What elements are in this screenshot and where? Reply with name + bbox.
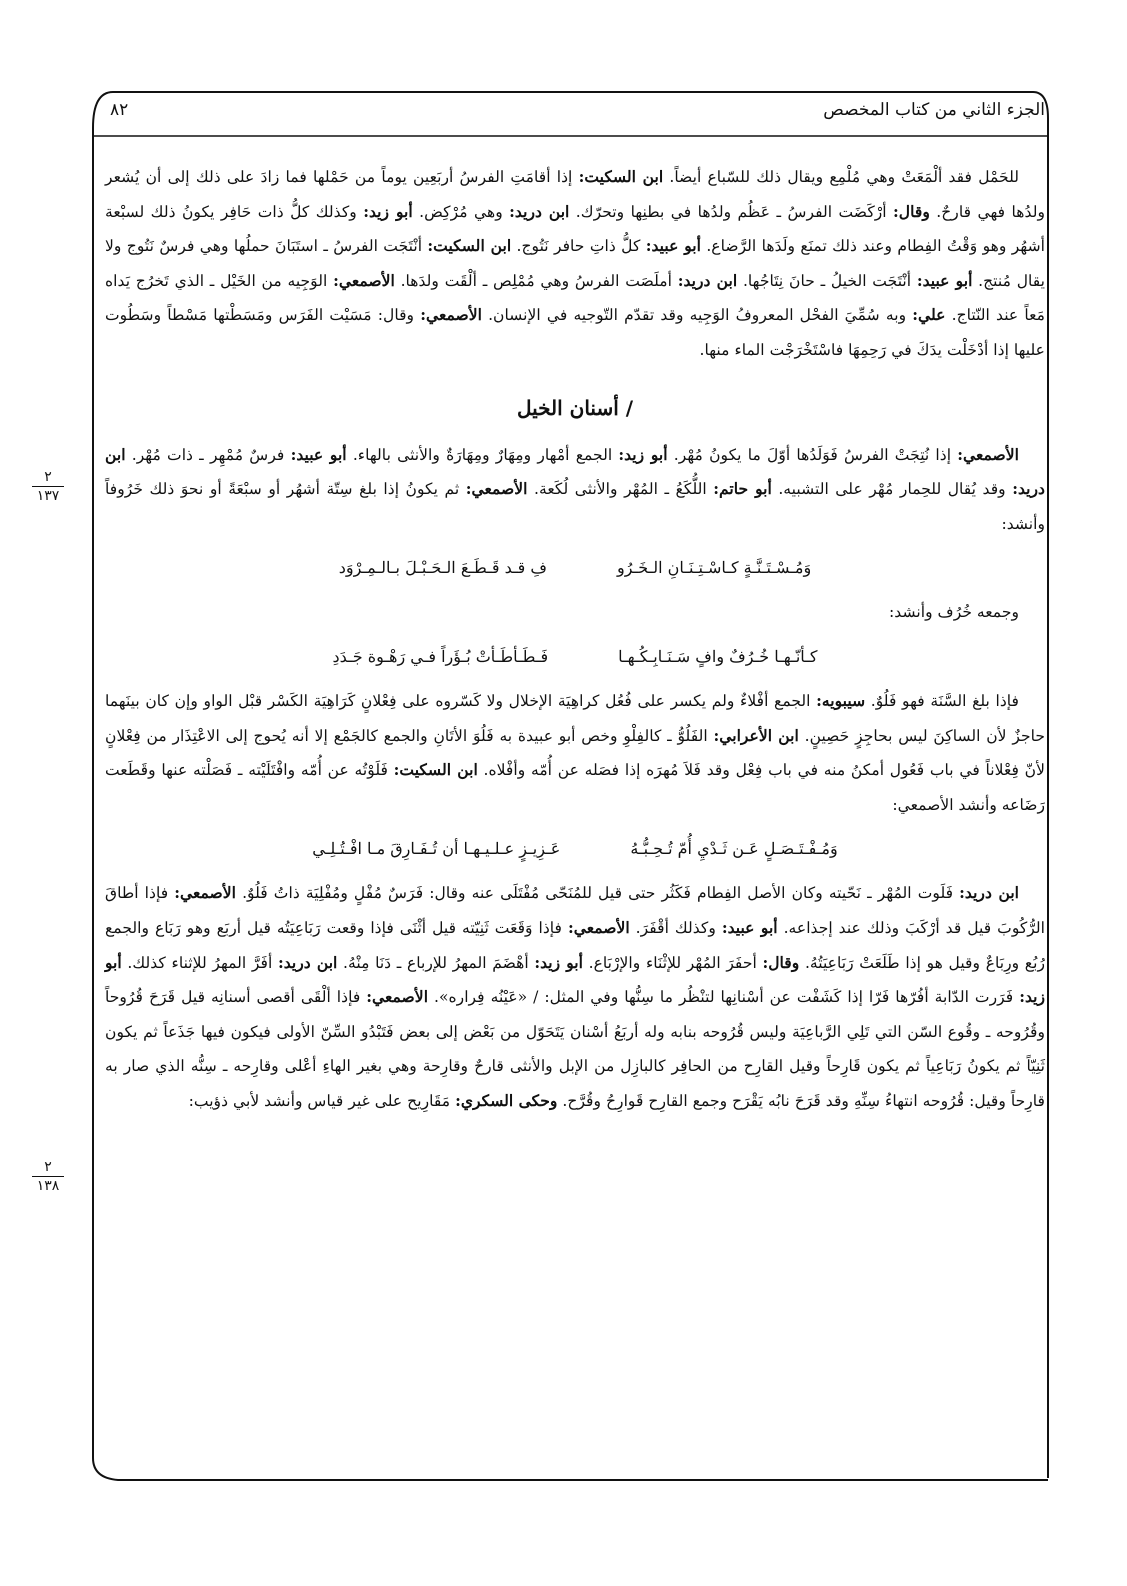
speaker-name: علي: (912, 305, 946, 325)
speaker-name: الأصمعي: (366, 987, 429, 1007)
speaker-name: الأصمعي: (465, 479, 528, 499)
speaker-name: أبو عبيد: (916, 270, 973, 290)
speaker-name: الأصمعي: (333, 270, 395, 290)
paragraph (105, 876, 1045, 1118)
text-segment: الجمع أفْلاءٌ ولم يكسر على فُعُل كراهِيَة الإخلال ولا كَسّروه على فِعْلانٍ كَرَاهِيَة الكَسْر قبْل الواو وإن كان بينَهما حاجزٌ لأن الساكِنَ ليس بحاجِزٍ حَصِينٍ. (105, 691, 1045, 745)
margin-reference-rule (32, 1176, 64, 1177)
speaker-name: ابن السكيت: (427, 236, 512, 256)
text-segment: أفَرَّ المهرُ للإثناء كذلك. (121, 953, 278, 972)
verse-second-half: فَـطَـأطَـأتْ بُـؤَراً فـي رَهْـوة جَـدَدِ (332, 646, 549, 666)
margin-reference-volume: ٢ (44, 469, 52, 485)
speaker-name: الأصمعي: (567, 917, 630, 937)
speaker-name: ابن دريد: (959, 883, 1019, 903)
speaker-name: أبو زيد: (363, 201, 413, 221)
text-segment: وبه سُمِّيَ الفحْل المعروفُ الوَجِيه وقد تقدّم التّوجيه في الإنسان. (481, 306, 913, 325)
text-segment: الجمع أمْهار ومِهَارٌ ومِهَارَةٌ والأنثى بالهاء. (346, 445, 619, 464)
text-segment: أنْتَجَت الخيلُ ـ حانَ نِتَاجُها. (737, 271, 917, 290)
paragraph (105, 684, 1045, 822)
speaker-name: وحكى السكري: (455, 1090, 558, 1110)
text-segment: أرْكَضَت الفرسُ ـ عَظُم ولدُها في بطنِها وتحرّك. (569, 202, 894, 221)
speaker-name: ابن دريد: (277, 952, 338, 972)
verse-second-half: فِ قـد قَـطَـعَ الـحَـبْـلَ بـالـمِـرْوَد (338, 558, 547, 578)
text-segment: فإذا ألْقَى أقصى أسنانِه قيل قَرَحَ قُرُوحاً وقُرُوحه ـ وقُوع السّن التي تَلِي الرَّباعِيَة وليس قُرُوحه بنابه وله أربَعُ أسْنان يَتَحَوّل من بَعْض إلى بعض فَتَبْدُو السِّنّ الأولى فيكون فيها جَذَعاً ثم يكون ثَنِيّاً ثم يكونُ رَبَاعِياً ثم يكون قَارِحاً وقيل القارِح من الحافِر كالبازِل من الإبل والأنثى قارحٌ وقارِحة وهي بغير الهاءِ أعْلى وقارِحه ـ سِنُّه الذي صار به قارِحاً وقيل: قُرُوحه انتهاءُ سِنِّهِ وقد قَرَحَ نابُه يَقْرَح وجمع القارِح قَوارِحُ وقُرَّح. (105, 988, 1045, 1110)
text-segment: فَرَرت الدّابة أفُرّها فَرّا إذا كَشَفْت عن أسْنانِها لتنْظُر ما سِنُّها وفي المثل: / «عَيْنُه فِراره». (428, 988, 1020, 1007)
text-segment: وكذلك كلُّ ذات حَافِر يكونُ ذلك لسبْعة أشهُر وهو وَقْتُ الفِطام وعند ذلك تمنَع ولَدَها الرَّضاع. (105, 202, 1045, 256)
text-segment: وهي مُرْكِض. (412, 202, 510, 221)
verse (105, 545, 1045, 591)
text-segment: فَلَوت المُهْر ـ نَحّيته وكان الأصل الفِطام فَكَثُر حتى قيل للمُنَحّى مُفْتَلَى عنه وقال: فَرَسٌ مُفْلٍ ومُفْلِيَة ذاتُ فَلُوٌ. (236, 884, 960, 903)
text-segment: فإذا وَقَعَت ثَنِيّته قيل أثْنَى فإذا وقعت رَبَاعِيَتُه قيل أربَع وهو رَبَاع والجمع رُبُع ورِبَاعٌ وقيل هو إذا طَلَعَتْ رَبَاعِيَتُهُ. (105, 918, 1045, 972)
text-segment: مَقَارِيح على غير قياس وأنشد لأبي ذؤيب: (188, 1091, 456, 1110)
speaker-name: سيبويه: (816, 690, 866, 710)
paragraph (105, 160, 1045, 368)
verse-first-half: وَمُـفْـتَـصَـلٍ عَـن ثَـدْيِ أُمّ تُـحِـبُّـهُ (630, 839, 838, 859)
speaker-name: ابن الأعرابي: (713, 725, 799, 745)
text-segment: فَلَوْتُه عن أُمّه وافْتَلَيْته ـ فَصَلْته عنها وقَطَعت رَضَاعه وأنشد الأصمعي: (105, 761, 1045, 814)
margin-reference-page: ١٣٧ (36, 488, 60, 504)
margin-reference-volume: ٢ (44, 1159, 52, 1175)
text-segment: الوَجِيه من الخَيْل ـ الذي تَخرُج يَداه مَعاً عند النّتاج. (105, 271, 1045, 325)
text-segment: الفَلُوُّ ـ كالفِلْوِ وخص أبو عبيدة به فَلُوَ الأتَانِ والجمع كالجَمْع إلا أنه يُحوج إلى الاعْتِذَار من فِعْلانٍ لأنّ فِعْلاناً في باب فَعُول أمكنُ منه في باب فِعْل وقد فَلاَ مُهرَه إذا فصَله عن أُمّه وأفْلاه. (105, 726, 1045, 780)
speaker-name: أبو حاتم: (713, 479, 772, 499)
section-heading: / أسنان الخيل (516, 395, 634, 420)
speaker-name: أبو عبيد: (290, 444, 347, 464)
speaker-name: أبو زيد: (105, 952, 1045, 1007)
running-title: الجزء الثاني من كتاب المخصص (823, 100, 1045, 120)
text-line: وجمعه خُرُف وأنشد: (889, 603, 1019, 622)
margin-reference-rule (32, 486, 64, 487)
page-header (110, 92, 1045, 132)
speaker-name: أبو عبيد: (645, 236, 701, 256)
text-segment: وكذلك أقْفَرَ. (629, 918, 722, 937)
text-segment: أنْتَجَت الفرسُ ـ استَبَانَ حملُها وهي فرسٌ نَتُوج ولا يقال مُنتج. (105, 237, 1045, 290)
text-segment: أهْضَمَ المهرُ للإرباع ـ دَنَا مِنْهُ. (337, 953, 535, 972)
speaker-name: الأصمعي: (174, 883, 237, 903)
text-segment: اللُّكَعُ ـ المُهْر والأنثى لُكَعة. (527, 480, 714, 499)
speaker-name: الأصمعي: (957, 444, 1019, 464)
verse-first-half: وَمُـسْـتَـنَّـةٍ كـاسْـتِـنَـانِ الـخَـرُو (616, 558, 812, 578)
text-segment: إذا نُتِجَتْ الفرسُ فَوَلَدُها أوّلَ ما يكونُ مُهْر. (667, 445, 958, 464)
speaker-name: وقال: (762, 952, 800, 972)
verse (105, 634, 1045, 680)
speaker-name: ابن دريد: (509, 201, 570, 221)
speaker-name: وقال: (893, 201, 930, 221)
text-segment: وقد يُقال للحِمار مُهْر على التشبيه. (771, 480, 1013, 499)
margin-reference-page: ١٣٨ (36, 1178, 60, 1194)
margin-reference (28, 470, 68, 503)
speaker-name: ابن دريد: (105, 444, 1045, 499)
margin-reference (28, 1160, 68, 1193)
text-segment: فإذا بلغ السَّنَة فهو فَلُوٌ. (865, 691, 1019, 710)
speaker-name: أبو عبيد: (721, 917, 778, 937)
speaker-name: أبو زيد: (534, 952, 583, 972)
paragraph (105, 438, 1045, 542)
text-segment: فإذا أطاقَ الرُّكُوبَ قيل قد أرْكَبَ وذلك عند إجذاعه. (105, 884, 1045, 937)
speaker-name: ابن السكيت: (393, 760, 478, 780)
speaker-name: ابن دريد: (677, 270, 738, 290)
speaker-name: الأصمعي: (420, 305, 482, 325)
text-segment: وقال: مَسَيْت الفَرَس ومَسَطْتها مَسْطاً وسَطُوت عليها إذا أدْخَلْت يدَكَ في رَحِمِهَا فاسْتَخْرَجْت الماء منها. (105, 306, 1045, 359)
text-segment: ثم يكونُ إذا بلغ سِتّة أشهُر أو سبْعَةً أو نحوَ ذلك خَرُوفاً وأنشد: (105, 480, 1045, 533)
text-segment: كلُّ ذاتِ حافر نَتُوج. (511, 237, 646, 256)
text-segment: فرسٌ مُمْهِر ـ ذات مُهْر. (125, 445, 291, 464)
speaker-name: أبو زيد: (618, 444, 668, 464)
text-segment: أحفَرَ المُهْر للإثْنَاء والإرْبَاع. (582, 953, 763, 972)
text-segment: للحَمْل فقد ألْمَعَتْ وهي مُلْمِع ويقال ذلك للسّباع أيضاً. (663, 168, 1020, 186)
verse (105, 826, 1045, 872)
page-body (105, 160, 1045, 1466)
page-number: ٨٢ (110, 100, 129, 120)
speaker-name: ابن السكيت: (578, 167, 664, 186)
verse-second-half: عَـزِيـزٍ عـلـيـهـا أن تُـفَـارِقَ مـا افْـتُـلِـي (312, 839, 561, 859)
text-segment: إذا أقامَتِ الفرسُ أربَعِين يوماً من حَمْلها فما زادَ على ذلك إلى أن يُشعر ولدُها فهي قارحٌ. (105, 168, 1045, 221)
verse-first-half: كـأنّـهـا خُـرُفٌ وافٍ سَـنَـابِـكُـهـا (618, 646, 818, 666)
text-segment: أملَصَت الفرسُ وهي مُمْلِص ـ ألْقَت ولدَها. (394, 271, 678, 290)
